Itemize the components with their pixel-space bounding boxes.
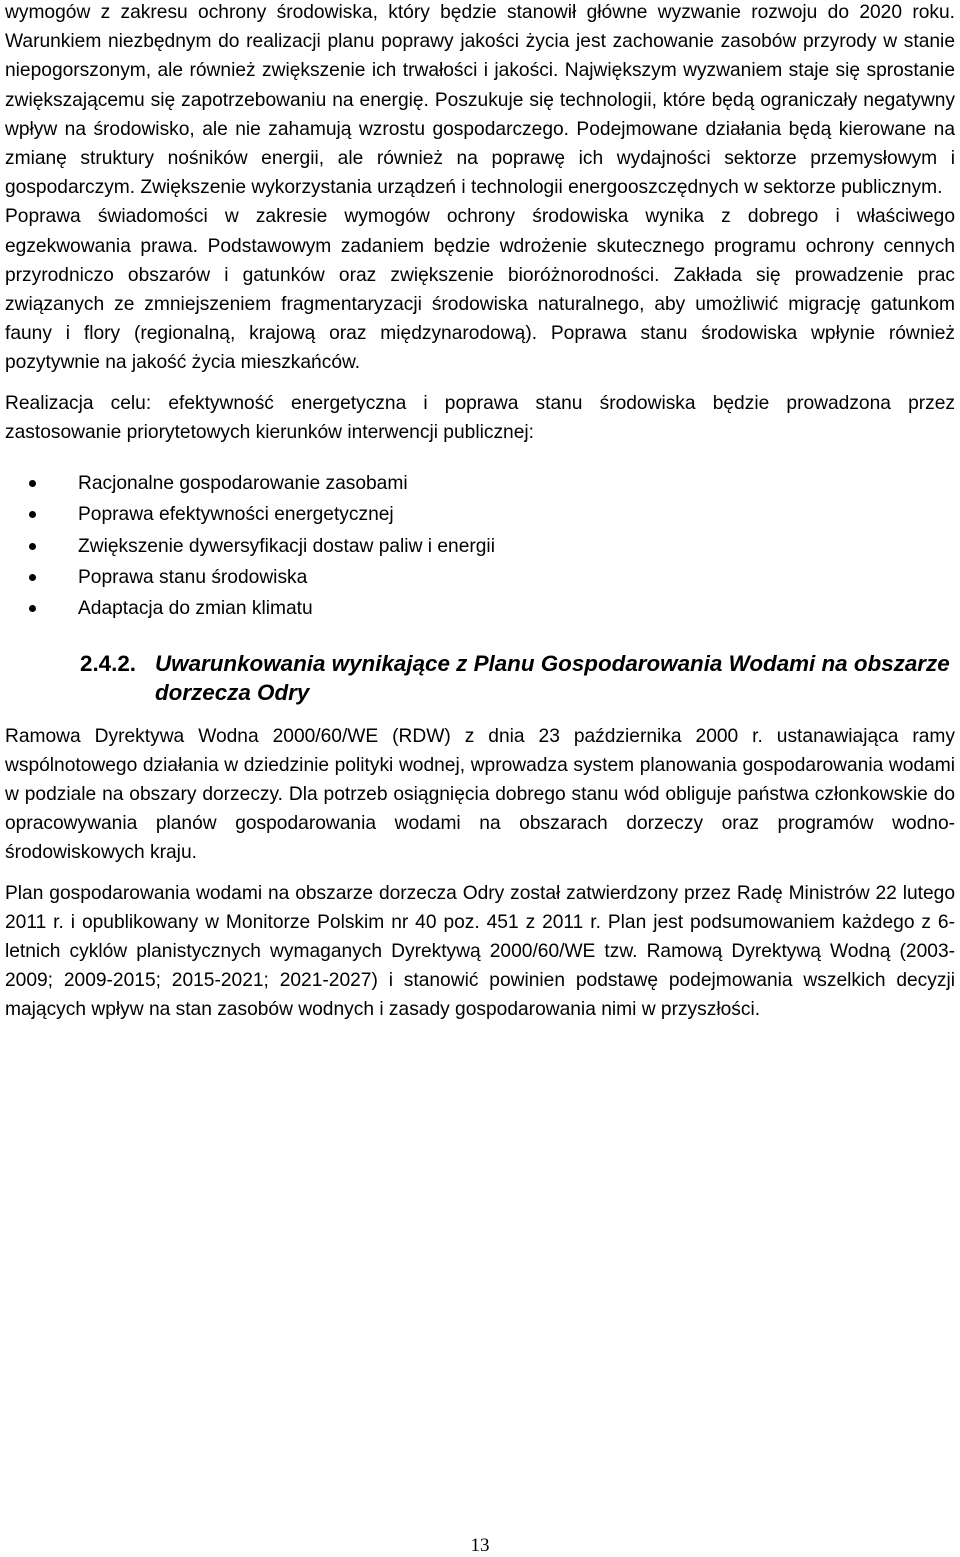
bullet-icon: [29, 480, 36, 487]
page-number: 13: [470, 1535, 490, 1556]
paragraph-environment-challenges: wymogów z zakresu ochrony środowiska, który będzie stanowił główne wyzwanie rozwoju do 2020 roku. Warunkiem niezbędnym do realizacji planu poprawy jakości życia jest zachowanie zasobów przyrody w stanie niepogorszonym, ale również zwiększenie ich trwałości i jakości. Największym wyzwaniem staje się sprostanie zwiększającemu się zapotrzebowaniu na energię. Poszukuje się technologii, które będą ograniczały negatywny wpływ na środowisko, ale nie zahamują wzrostu gospodarczego. Podejmowane działania będą kierowane na zmianę struktury nośników energii, ale również na poprawę ich wydajności sektorze przemysłowym i gospodarczym. Zwiększenie wykorzystania urządzeń i technologii energooszczędnych w sektorze publicznym.: [5, 2, 955, 199]
list-item: [5, 499, 955, 530]
section-number: 2.4.2.: [80, 650, 137, 676]
bullet-icon: [29, 543, 36, 550]
list-item: [5, 562, 955, 593]
list-item-text: Poprawa efektywności energetycznej: [78, 504, 394, 526]
bullet-icon: [29, 574, 36, 581]
paragraph-water-framework-directive: Ramowa Dyrektywa Wodna 2000/60/WE (RDW) z dnia 23 października 2000 r. ustanawiająca ramy wspólnotowego działania w dziedzinie polityki wodnej, wprowadza system planowania gospodarowania wodami w podziale na obszary dorzeczy. Dla potrzeb osiągnięcia dobrego stanu wód obliguje państwa członkowskie do opracowywania planów gospodarowania wodami na obszarach dorzeczy oraz programów wodno-środowiskowych kraju.: [5, 725, 955, 864]
section-heading: [5, 649, 955, 708]
paragraph-environmental-awareness: Poprawa świadomości w zakresie wymogów ochrony środowiska wynika z dobrego i właściwego egzekwowania prawa. Podstawowym zadaniem będzie wdrożenie skutecznego programu ochrony cennych przyrodniczo obszarów i gatunków oraz zwiększenie bioróżnorodności. Zakłada się prowadzenie prac związanych ze zmniejszeniem fragmentaryzacji środowiska naturalnego, aby umożliwić migrację gatunkom fauny i flory (regionalną, krajową oraz międzynarodową). Poprawa stanu środowiska wpłynie również pozytywnie na jakość życia mieszkańców.: [5, 206, 955, 374]
list-item: [5, 593, 955, 624]
list-item-text: Racjonalne gospodarowanie zasobami: [78, 473, 408, 495]
paragraph-odra-water-plan: Plan gospodarowania wodami na obszarze dorzecza Odry został zatwierdzony przez Radę Ministrów 22 lutego 2011 r. i opublikowany w Monitorze Polskim nr 40 poz. 451 z 2011 r. Plan jest podsumowaniem każdego z 6-letnich cyklów planistycznych wymaganych Dyrektywą 2000/60/WE tzw. Ramową Dyrektywą Wodną (2003-2009; 2009-2015; 2015-2021; 2021-2027) i stanowić powinien podstawę podejmowania wszelkich decyzji mających wpływ na stan zasobów wodnych i zasady gospodarowania nimi w przyszłości.: [5, 882, 955, 1021]
bullet-icon: [29, 511, 36, 518]
list-item-text: Poprawa stanu środowiska: [78, 566, 308, 588]
list-item-text: Adaptacja do zmian klimatu: [78, 598, 313, 620]
list-item-text: Zwiększenie dywersyfikacji dostaw paliw i energii: [78, 535, 495, 557]
priority-directions-list: [5, 468, 955, 624]
paragraph-goal-implementation: Realizacja celu: efektywność energetyczna i poprawa stanu środowiska będzie prowadzona przez zastosowanie priorytetowych kierunków interwencji publicznej:: [5, 392, 955, 443]
bullet-icon: [29, 605, 36, 612]
document-page: [5, 0, 955, 1025]
section-title: Uwarunkowania wynikające z Planu Gospodarowania Wodami na obszarze dorzecza Odry: [155, 650, 950, 706]
list-item: [5, 531, 955, 562]
list-item: [5, 468, 955, 499]
